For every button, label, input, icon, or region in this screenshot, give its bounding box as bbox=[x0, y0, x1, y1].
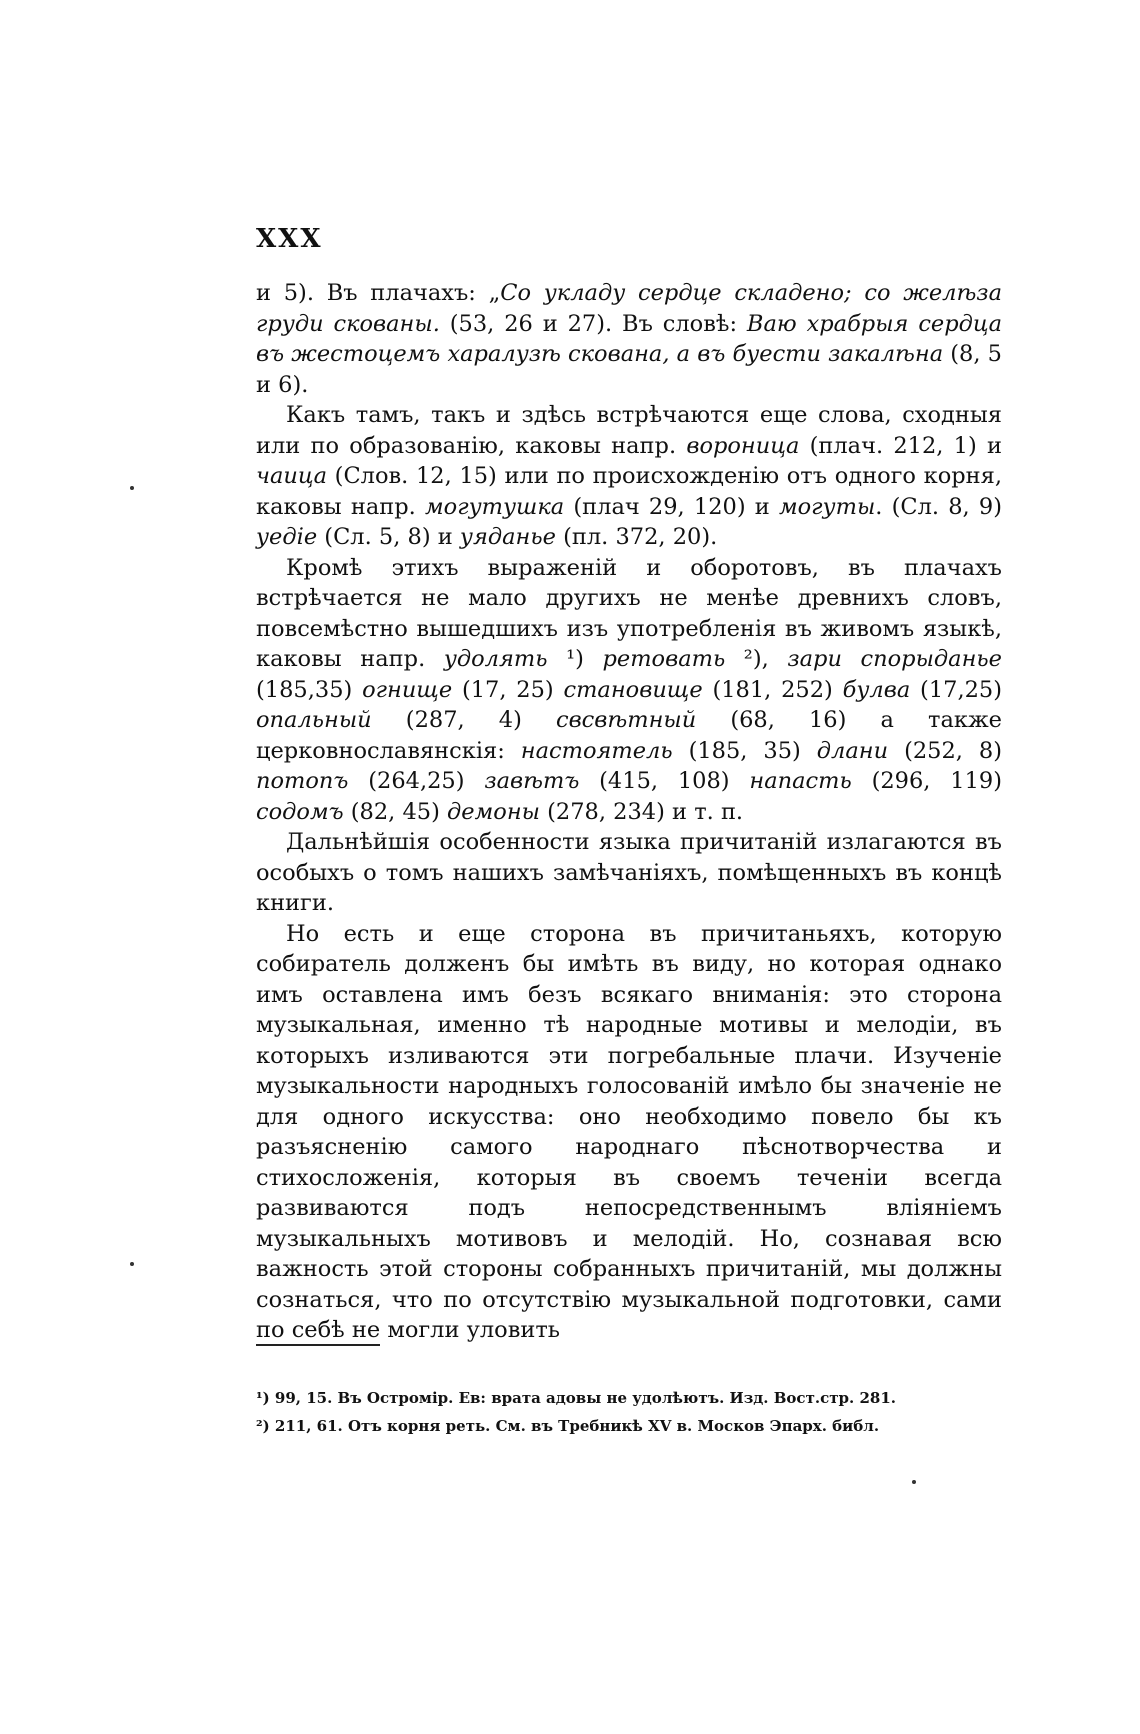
text-run: ²), bbox=[725, 646, 788, 672]
italic-term: опальный bbox=[256, 707, 372, 733]
text-run: Дальнѣйшія особенности языка причитаній излагаются въ особыхъ о томъ нашихъ замѣчаніяхъ, помѣщенныхъ въ концѣ книги. bbox=[256, 829, 1002, 916]
italic-term: свсвѣтный bbox=[555, 707, 697, 733]
paragraph-3 bbox=[256, 553, 1002, 828]
text-run: (252, 8) bbox=[888, 737, 1002, 764]
text-run: (17,25) bbox=[910, 676, 1003, 703]
italic-term: вороница bbox=[686, 432, 800, 459]
italic-term: уедіе bbox=[256, 524, 318, 550]
text-run: Кромѣ этихъ выраженій и оборотовъ, въ плачахъ встрѣчается не мало другихъ не менѣе древнихъ словъ, повсемѣстно вышедшихъ изъ употребленія въ живомъ языкѣ, каковы напр. bbox=[256, 554, 1002, 672]
text-run: (415, 108) bbox=[579, 768, 750, 794]
text-run: (53, 26 и 27). Въ словѣ: bbox=[439, 310, 747, 337]
footnote-divider bbox=[256, 1344, 380, 1346]
text-run: (плач. 212, 1) и bbox=[799, 432, 1002, 459]
paragraph-4 bbox=[256, 827, 1002, 919]
text-run: (287, 4) bbox=[371, 707, 556, 733]
margin-mark bbox=[912, 1480, 916, 1484]
footnotes bbox=[256, 1384, 1002, 1440]
italic-term: огнище bbox=[362, 676, 453, 703]
text-run: (181, 252) bbox=[702, 676, 843, 703]
italic-term: настоятель bbox=[520, 737, 673, 764]
margin-mark bbox=[130, 1262, 134, 1266]
paragraph-2 bbox=[256, 400, 1002, 553]
italic-term: чаица bbox=[256, 463, 328, 489]
italic-term: демоны bbox=[447, 798, 540, 825]
italic-term: уяданье bbox=[459, 524, 556, 550]
italic-term: завѣтъ bbox=[484, 768, 580, 794]
margin-mark bbox=[130, 486, 134, 490]
text-run: Но есть и еще сторона въ причитаньяхъ, которую собиратель долженъ бы имѣть въ виду, но которая однако имъ оставлена имъ безъ всякаго вниманія: это сторона музыкальная, именно тѣ народные мотивы и мелодіи, въ которыхъ изливаются эти погребальные плачи. Изученіе музыкальности народныхъ голосованій имѣло бы значеніе не для одного искусства: оно необходимо повело бы къ разъясненію самого народнаго пѣснотворчества и стихосложенія, которыя въ своемъ теченіи всегда развиваются подъ непосредственнымъ вліяніемъ музыкальныхъ мотивовъ и мелодій. Но, сознавая всю важность этой стороны собранныхъ причитаній, мы должны сознаться, что по отсутствію музыкальной подготовки, сами по себѣ не могли уловить bbox=[256, 920, 1002, 1343]
italic-term: становище bbox=[563, 676, 703, 703]
italic-term: напасть bbox=[749, 768, 852, 794]
text-run: (плач 29, 120) и bbox=[564, 493, 779, 520]
text-run: (296, 119) bbox=[851, 768, 1003, 794]
text-run: (185, 35) bbox=[672, 737, 817, 764]
text-run: (Слов. 12, 15) или по происхожденію отъ одного корня, каковы напр. bbox=[256, 463, 1002, 520]
paragraph-5 bbox=[256, 919, 1002, 1346]
text-run: (82, 45) bbox=[343, 798, 448, 825]
text-run: и 5). Въ плачахъ: „ bbox=[256, 280, 501, 306]
text-run: (264,25) bbox=[348, 768, 485, 794]
italic-term: могуты bbox=[778, 493, 876, 520]
text-run: (278, 234) и т. п. bbox=[539, 798, 744, 825]
italic-term: Ваю храбрыя сердца въ жестоцемъ харалузѣ скована, а въ буести закалѣна bbox=[256, 310, 1003, 367]
text-run: (пл. 372, 20). bbox=[555, 524, 718, 550]
paragraph-1 bbox=[256, 278, 1002, 400]
body-text bbox=[256, 278, 1002, 1346]
italic-term: содомъ bbox=[256, 798, 344, 825]
italic-term: ретовать bbox=[602, 646, 726, 672]
italic-term: зари спорыданье bbox=[787, 646, 1002, 672]
italic-term: Со укладу сердце складено; со желѣза груди скованы. bbox=[256, 280, 1002, 337]
italic-term: могутушка bbox=[425, 493, 565, 520]
italic-term: потопъ bbox=[256, 768, 349, 794]
italic-term: длани bbox=[816, 737, 889, 764]
footnote-1: ¹) 99, 15. Въ Остромір. Ев: врата адовы не удолѣютъ. Изд. Вост.стр. 281. bbox=[256, 1389, 896, 1407]
text-run: (68, 16) а также церковнославянскія: bbox=[256, 707, 1002, 764]
text-run: (Сл. 5, 8) и bbox=[317, 524, 460, 550]
text-run: . (Сл. 8, 9) bbox=[875, 493, 1002, 520]
footnote-2: ²) 211, 61. Отъ корня реть. См. въ Требникѣ XV в. Москов Эпарх. библ. bbox=[256, 1417, 880, 1435]
italic-term: удолять bbox=[443, 646, 548, 672]
text-run: (17, 25) bbox=[452, 676, 564, 703]
page-number: XXX bbox=[256, 224, 323, 254]
text-run: ¹) bbox=[547, 646, 603, 672]
text-run: Какъ тамъ, такъ и здѣсь встрѣчаются еще слова, сходныя или по образованію, каковы напр. bbox=[256, 402, 1002, 459]
text-run: (8, 5 и 6). bbox=[256, 341, 1002, 398]
italic-term: булва bbox=[842, 676, 911, 703]
text-run: (185,35) bbox=[256, 676, 363, 703]
